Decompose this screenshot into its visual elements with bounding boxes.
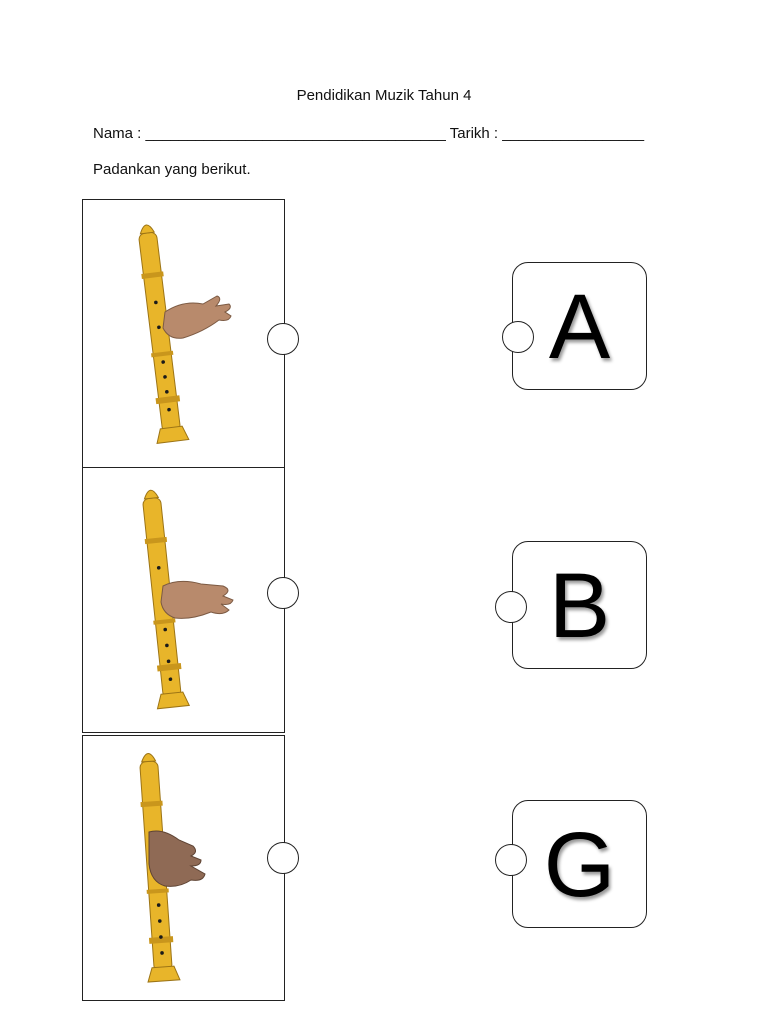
note-letter: A — [548, 276, 611, 378]
recorder-fingering-image-2 — [82, 467, 285, 733]
note-card-g[interactable] — [512, 800, 647, 928]
card-connector-g[interactable] — [495, 844, 527, 876]
card-connector-b[interactable] — [495, 591, 527, 623]
note-letter: G — [543, 814, 616, 916]
name-date-line: Nama : ____________________________________ Tarikh : _________________ — [93, 125, 645, 142]
match-connector-1[interactable] — [267, 323, 299, 355]
note-letter: B — [548, 555, 611, 657]
match-connector-2[interactable] — [267, 577, 299, 609]
match-connector-3[interactable] — [267, 842, 299, 874]
recorder-with-hand-image — [83, 468, 284, 732]
recorder-with-hand-image — [83, 200, 284, 467]
card-connector-a[interactable] — [502, 321, 534, 353]
recorder-with-hand-image — [83, 736, 284, 1000]
recorder-fingering-image-3 — [82, 735, 285, 1001]
instruction-text: Padankan yang berikut. — [93, 161, 251, 178]
note-card-b[interactable] — [512, 541, 647, 669]
note-card-a[interactable] — [512, 262, 647, 390]
page-title: Pendidikan Muzik Tahun 4 — [296, 87, 472, 104]
recorder-fingering-image-1 — [82, 199, 285, 468]
